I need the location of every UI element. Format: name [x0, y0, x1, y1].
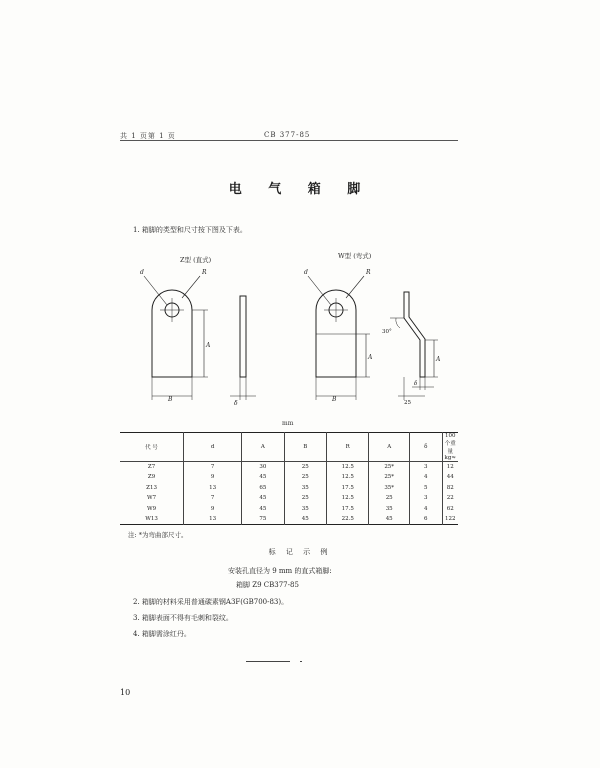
- table-unit: mm: [282, 420, 294, 427]
- document-title: 电 气 箱 脚: [228, 182, 372, 197]
- cell: Z7: [147, 464, 156, 470]
- header-rule: [120, 140, 458, 141]
- cell: 22.5: [326, 514, 369, 525]
- cell: 25: [284, 472, 326, 483]
- z-label-r: R: [202, 269, 207, 276]
- page-number: 10: [120, 688, 131, 697]
- cell: 45: [242, 504, 284, 515]
- cell: 25: [284, 462, 326, 473]
- cell: W7: [146, 495, 157, 502]
- cell: 9: [184, 472, 242, 483]
- cell: Z13: [146, 484, 157, 491]
- cell: 3: [409, 493, 442, 504]
- table-row: [120, 472, 458, 483]
- cell: 3: [409, 462, 442, 473]
- w-label-d: d: [304, 269, 308, 276]
- z-type-caption: Z型 (直式): [180, 256, 212, 264]
- col-delta: δ: [409, 433, 442, 462]
- cell: 35: [284, 504, 326, 515]
- cell: 13: [184, 483, 242, 494]
- cell: W9: [146, 505, 157, 512]
- standard-code: CB 377-85: [264, 131, 311, 139]
- cell: 65: [242, 483, 284, 494]
- cell: 22: [442, 493, 458, 504]
- cell: 17.5: [326, 483, 369, 494]
- cell: 45: [369, 514, 409, 525]
- footer-rule-dot: [300, 661, 302, 662]
- cell: Z9: [147, 474, 156, 481]
- cell: 44: [442, 472, 458, 483]
- example-heading: 标 记 示 例: [268, 548, 332, 556]
- item-3: 3. 箱脚表面不得有毛刺和裂纹。: [133, 614, 233, 622]
- cell: 45: [242, 493, 284, 504]
- cell: W13: [145, 516, 158, 522]
- z-type-drawing: [130, 262, 270, 412]
- cell: 122: [442, 514, 458, 525]
- cell: 82: [442, 483, 458, 494]
- cell: 75: [242, 514, 284, 525]
- cell: 45: [242, 472, 284, 483]
- footer-rule: [246, 661, 290, 662]
- cell: 62: [442, 504, 458, 515]
- z-label-a: A: [206, 342, 211, 349]
- cell: 25*: [369, 462, 409, 473]
- cell: 5: [409, 483, 442, 494]
- w-type-caption: W型 (弯式): [338, 252, 372, 260]
- table-row: [120, 504, 458, 515]
- table-row: [120, 493, 458, 504]
- cell: 25*: [369, 472, 409, 483]
- cell: 12.5: [326, 472, 369, 483]
- example-line-2: 箱脚 Z9 CB377-85: [236, 581, 299, 589]
- cell: 7: [184, 493, 242, 504]
- cell: 25: [284, 493, 326, 504]
- z-label-b: B: [168, 396, 173, 403]
- col-b: B: [284, 433, 326, 462]
- cell: 9: [184, 504, 242, 515]
- cell: 7: [184, 462, 242, 473]
- item-1: 1. 箱脚的类型和尺寸按下图及下表。: [133, 226, 247, 234]
- w-label-r: R: [366, 269, 371, 276]
- dimension-table: [120, 432, 458, 525]
- z-label-d: d: [140, 269, 144, 276]
- w-label-a-side: A: [436, 356, 441, 363]
- col-a: A: [242, 433, 284, 462]
- table-row: [120, 514, 458, 525]
- cell: 35: [369, 504, 409, 515]
- col-code: 代 号: [145, 445, 158, 451]
- table-row: [120, 483, 458, 494]
- w-label-angle: 30°: [382, 329, 392, 335]
- cell: 30: [242, 462, 284, 473]
- table-row: [120, 462, 458, 473]
- table-header-row: [120, 433, 458, 462]
- z-label-delta: δ: [234, 400, 238, 407]
- col-weight: 100个重量 kg≈: [442, 433, 458, 462]
- col-d: d: [184, 433, 242, 462]
- cell: 35*: [369, 483, 409, 494]
- cell: 6: [409, 514, 442, 525]
- item-2: 2. 箱脚的材料采用普通碳素钢A3F(GB700-83)。: [133, 598, 289, 606]
- w-label-a: A: [368, 354, 373, 361]
- cell: 17.5: [326, 504, 369, 515]
- example-line-1: 安装孔直径为 9 mm 的直式箱脚:: [228, 567, 332, 575]
- table-note: 注: *为弯曲部尺寸。: [128, 531, 188, 539]
- cell: 45: [284, 514, 326, 525]
- col-a1: A: [369, 433, 409, 462]
- cell: 12.5: [326, 462, 369, 473]
- w-label-25: 25: [404, 400, 411, 406]
- cell: 35: [284, 483, 326, 494]
- cell: 13: [184, 514, 242, 525]
- cell: 4: [409, 472, 442, 483]
- cell: 25: [369, 493, 409, 504]
- page-info: 共 1 页第 1 页: [120, 132, 176, 140]
- cell: 4: [409, 504, 442, 515]
- item-4: 4. 箱脚需涂红丹。: [133, 630, 191, 638]
- w-type-drawing: [296, 262, 458, 412]
- cell: 12: [442, 462, 458, 473]
- col-r: R: [326, 433, 369, 462]
- w-label-b: B: [332, 396, 337, 403]
- w-label-delta: δ: [414, 381, 418, 387]
- cell: 12.5: [326, 493, 369, 504]
